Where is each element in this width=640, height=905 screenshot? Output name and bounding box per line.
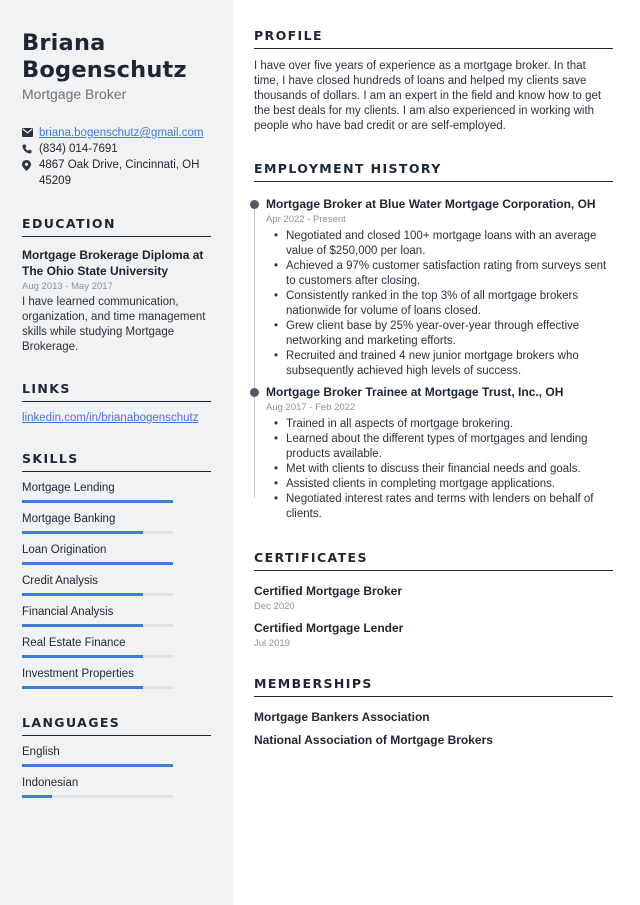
- sidebar: [0, 0, 233, 905]
- skill-level-bar: [22, 500, 173, 503]
- certificate-date: Jul 2019: [254, 638, 290, 649]
- links-heading: LINKS: [22, 381, 211, 402]
- education-heading: EDUCATION: [22, 216, 211, 237]
- address-text: 4867 Oak Drive, Cincinnati, OH 45209: [39, 159, 200, 187]
- job-title: Mortgage Broker at Blue Water Mortgage Corporation, OH: [266, 197, 596, 211]
- language-level-fill: [22, 764, 173, 767]
- skills-heading: SKILLS: [22, 451, 211, 472]
- job-bullet: • Trained in all aspects of mortgage brokering.: [266, 417, 613, 432]
- skill-level-bar: [22, 531, 173, 534]
- membership-item: National Association of Mortgage Brokers: [254, 733, 493, 747]
- certificate-date: Dec 2020: [254, 601, 295, 612]
- language-level-bar: [22, 764, 173, 767]
- phone-icon: [22, 142, 39, 154]
- map-pin-icon: [22, 158, 39, 171]
- skill-level-fill: [22, 655, 143, 658]
- languages-section: [22, 715, 211, 798]
- contact-email-row: [22, 126, 211, 142]
- job-bullet: • Assisted clients in completing mortgage applications.: [266, 477, 613, 492]
- job-bullet: • Negotiated interest rates and terms with lenders on behalf of clients.: [266, 492, 613, 522]
- language-level-fill: [22, 795, 52, 798]
- profile-heading: PROFILE: [254, 28, 613, 49]
- language-label: English: [22, 746, 60, 758]
- job-bullets: [266, 229, 613, 379]
- skill-label: Loan Origination: [22, 544, 107, 556]
- skill-item: [22, 543, 211, 565]
- linkedin-link[interactable]: linkedin.com/in/brianabogenschutz: [22, 412, 199, 424]
- contact-phone-row: [22, 142, 211, 158]
- education-dates: Aug 2013 - May 2017: [22, 281, 113, 292]
- envelope-icon: [22, 126, 39, 137]
- skill-level-fill: [22, 686, 143, 689]
- phone-text: (834) 014-7691: [39, 143, 118, 155]
- certificate-item: [254, 583, 613, 612]
- employment-section: [254, 161, 613, 522]
- job-entry: [254, 384, 613, 522]
- skill-level-bar: [22, 624, 173, 627]
- candidate-first-name: Briana: [22, 30, 106, 56]
- contact-address-row: [22, 158, 211, 189]
- skills-section: [22, 451, 211, 689]
- job-title: Mortgage Broker Trainee at Mortgage Trust, Inc., OH: [266, 385, 564, 399]
- employment-heading: EMPLOYMENT HISTORY: [254, 161, 613, 182]
- skill-level-fill: [22, 624, 143, 627]
- skill-label: Mortgage Banking: [22, 513, 116, 525]
- skill-level-fill: [22, 500, 173, 503]
- skill-label: Financial Analysis: [22, 606, 114, 618]
- certificate-title: Certified Mortgage Broker: [254, 584, 403, 598]
- membership-item: Mortgage Bankers Association: [254, 710, 430, 724]
- job-dates: Apr 2022 - Present: [266, 214, 346, 225]
- language-item: [22, 745, 211, 767]
- skill-level-bar: [22, 686, 173, 689]
- skill-level-fill: [22, 562, 173, 565]
- memberships-heading: MEMBERSHIPS: [254, 676, 613, 697]
- skill-item: [22, 605, 211, 627]
- skill-label: Mortgage Lending: [22, 482, 115, 494]
- education-degree: Mortgage Brokerage Diploma at The Ohio State University: [22, 248, 204, 278]
- job-bullet: • Consistently ranked in the top 3% of all mortgage brokers nationwide for volume of loans closed.: [266, 289, 613, 319]
- job-dates: Aug 2017 - Feb 2022: [266, 402, 356, 413]
- skill-level-bar: [22, 593, 173, 596]
- skill-label: Credit Analysis: [22, 575, 99, 587]
- skill-item: [22, 574, 211, 596]
- job-bullets: [266, 417, 613, 522]
- education-description: I have learned communication, organization, and time management skills while studying Mortgage Brokerage.: [22, 296, 206, 353]
- skill-level-bar: [22, 655, 173, 658]
- email-link[interactable]: briana.bogenschutz@gmail.com: [39, 127, 204, 139]
- language-item: [22, 776, 211, 798]
- languages-heading: LANGUAGES: [22, 715, 211, 736]
- language-label: Indonesian: [22, 777, 79, 789]
- education-section: [22, 216, 211, 355]
- job-bullet: • Negotiated and closed 100+ mortgage loans with an average value of $250,000 per loan.: [266, 229, 613, 259]
- main-content: [233, 0, 640, 905]
- profile-text: I have over five years of experience as a mortgage broker. In that time, I have closed hundreds of loans and helped my clients save thousands of dollars. I am an expert in the field and know how to get the best deals for my clients. I am also experienced in working with people who have bad credit or are self-employed.: [254, 60, 602, 132]
- job-bullet: • Achieved a 97% customer satisfaction rating from surveys sent to customers after closing.: [266, 259, 613, 289]
- certificate-title: Certified Mortgage Lender: [254, 621, 404, 635]
- skill-label: Investment Properties: [22, 668, 134, 680]
- certificate-item: [254, 620, 613, 649]
- timeline-dot: [250, 388, 259, 397]
- skill-item: [22, 667, 211, 689]
- skill-label: Real Estate Finance: [22, 637, 126, 649]
- certificates-section: [254, 550, 613, 649]
- skill-level-fill: [22, 593, 143, 596]
- links-section: [22, 381, 211, 424]
- skill-item: [22, 636, 211, 658]
- contact-info: [22, 126, 211, 189]
- candidate-job-title: Mortgage Broker: [22, 86, 127, 102]
- skill-level-fill: [22, 531, 143, 534]
- timeline-dot: [250, 200, 259, 209]
- employment-timeline: [254, 196, 613, 522]
- profile-section: [254, 28, 613, 134]
- job-bullet: • Recruited and trained 4 new junior mortgage brokers who subsequently achieved high levels of success.: [266, 349, 613, 379]
- skill-item: [22, 481, 211, 503]
- job-bullet: • Learned about the different types of mortgages and lending products available.: [266, 432, 613, 462]
- job-bullet: • Met with clients to discuss their financial needs and goals.: [266, 462, 613, 477]
- language-level-bar: [22, 795, 173, 798]
- certificates-heading: CERTIFICATES: [254, 550, 613, 571]
- skill-level-bar: [22, 562, 173, 565]
- skill-item: [22, 512, 211, 534]
- job-bullet: • Grew client base by 25% year-over-year through effective networking and marketing efforts.: [266, 319, 613, 349]
- memberships-section: [254, 676, 613, 748]
- candidate-last-name: Bogenschutz: [22, 57, 187, 83]
- job-entry: [254, 196, 613, 379]
